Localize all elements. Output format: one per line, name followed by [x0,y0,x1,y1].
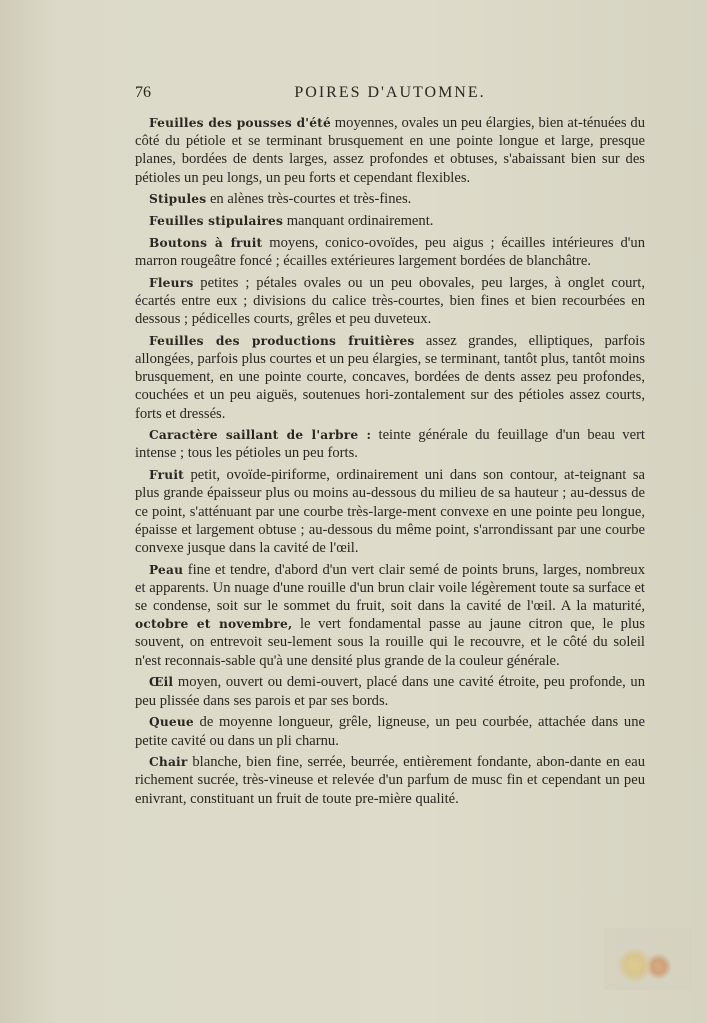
paragraph-term: Feuilles stipulaires [149,214,284,229]
paragraph-text-after: le vert fondamental passe au jaune citron que, le plus souvent, on entrevoit seu-lement sous la rouille qui le recouvre, et le côté du soleil n'est reconnais-sable qu'à une densité plus grande de la couleur générale. [135,616,645,669]
paragraph-term: Boutons à fruit [149,235,263,250]
pear-watermark-image [604,928,692,990]
paragraph-text: assez grandes, elliptiques, parfois allongées, parfois plus courtes et un peu élargies, se terminant, tantôt plus, tantôt moins brusquement, en une pointe courte, concaves, bordées de dents assez peu profondes, couchées et un peu aiguës, soutenues hori-zontalement sur des pétioles assez courts, forts et dressés. [135,332,645,422]
paragraph-inline-bold: octobre et novembre, [135,617,293,632]
paragraph-text: blanche, bien fine, serrée, beurrée, entièrement fondante, abon-dante en eau richement sucrée, très-vineuse et relevée d'un parfum de musc fin et cependant un peu enivrant, constituant un fruit de toute pre-mière qualité. [135,754,645,807]
page-body [135,114,645,811]
paragraph-queue [135,713,645,749]
paragraph-text: fine et tendre, d'abord d'un vert clair semé de points bruns, larges, nombreux et apparents. Un nuage d'une rouille d'un brun clair voile légèrement toute sa surface et se condense, soit sur le sommet du fruit, soit dans la cavité de l'œil. A la maturité, [135,561,645,615]
paragraph-term: Fleurs [149,275,194,290]
running-title: POIRES D'AUTOMNE. [294,84,486,101]
paragraph-term: Chair [149,755,188,770]
paragraph-term: Fruit [149,468,184,483]
paragraph-text: petit, ovoïde-piriforme, ordinairement uni dans son contour, at-teignant sa plus grande épaisseur plus ou moins au-dessous du milieu de sa hauteur ; au-dessus de ce point, s'atténuant par une courbe très-large-ment convexe en une pointe peu longue, épaisse et largement obtuse ; au-dessous du même point, s'arrondissant par une courbe convexe jusque dans la cavité de l'œil. [135,467,645,556]
page-number: 76 [135,84,151,101]
paragraph-boutons [135,234,645,270]
paragraph-text: moyennes, ovales un peu élargies, bien at-ténuées du côté du pétiole et se terminant brusquement en une pointe longue et large, presque planes, bordées de dents larges, assez profondes et obtuses, s'abaissant bien sur des pétioles un peu longs, un peu forts et cependant flexibles. [135,115,646,186]
paragraph-stipules [135,190,645,208]
paragraph-term: Œil [149,675,174,690]
paragraph-fleurs [135,274,645,329]
paragraph-text: de moyenne longueur, grêle, ligneuse, un peu courbée, attachée dans une petite cavité ou dans un pli charnu. [135,714,645,749]
paragraph-text: petites ; pétales ovales ou un peu obovales, peu larges, à onglet court, écartés entre eux ; divisions du calice très-courtes, bien fines et bien recourbées en dessous ; pédicelles courts, grêles et peu duveteux. [135,274,645,328]
paragraph-text: moyen, ouvert ou demi-ouvert, placé dans une cavité étroite, peu profonde, un peu plissée dans ses parois et par ses bords. [135,674,645,709]
paragraph-text: teinte générale du feuillage d'un beau vert intense ; tous les pétioles un peu forts. [135,427,645,462]
paragraph-term: Stipules [149,192,207,207]
paragraph-feuilles-pousses [135,114,645,187]
paragraph-term: Feuilles des pousses d'été [149,116,331,130]
paragraph-text: manquant ordinairement. [283,213,434,230]
paragraph-peau [135,561,645,670]
paragraph-text: en alènes très-courtes et très-fines. [206,191,412,208]
paragraph-term: Feuilles des productions fruitières [149,333,415,348]
page-header [135,84,645,106]
paragraph-caractere [135,426,645,462]
paragraph-term: Peau [149,562,184,577]
paragraph-term: Queue [149,715,194,730]
paragraph-feuilles-stipulaires [135,212,645,230]
paragraph-text: moyens, conico-ovoïdes, peu aigus ; écailles intérieures d'un marron rougeâtre foncé ; écailles extérieures largement bordées de blanchâtre. [135,234,645,269]
paragraph-term: Caractère saillant de l'arbre : [149,428,372,443]
paragraph-fruit [135,466,645,557]
paragraph-oeil [135,673,645,709]
paragraph-chair [135,753,645,808]
paragraph-feuilles-productions [135,332,645,423]
